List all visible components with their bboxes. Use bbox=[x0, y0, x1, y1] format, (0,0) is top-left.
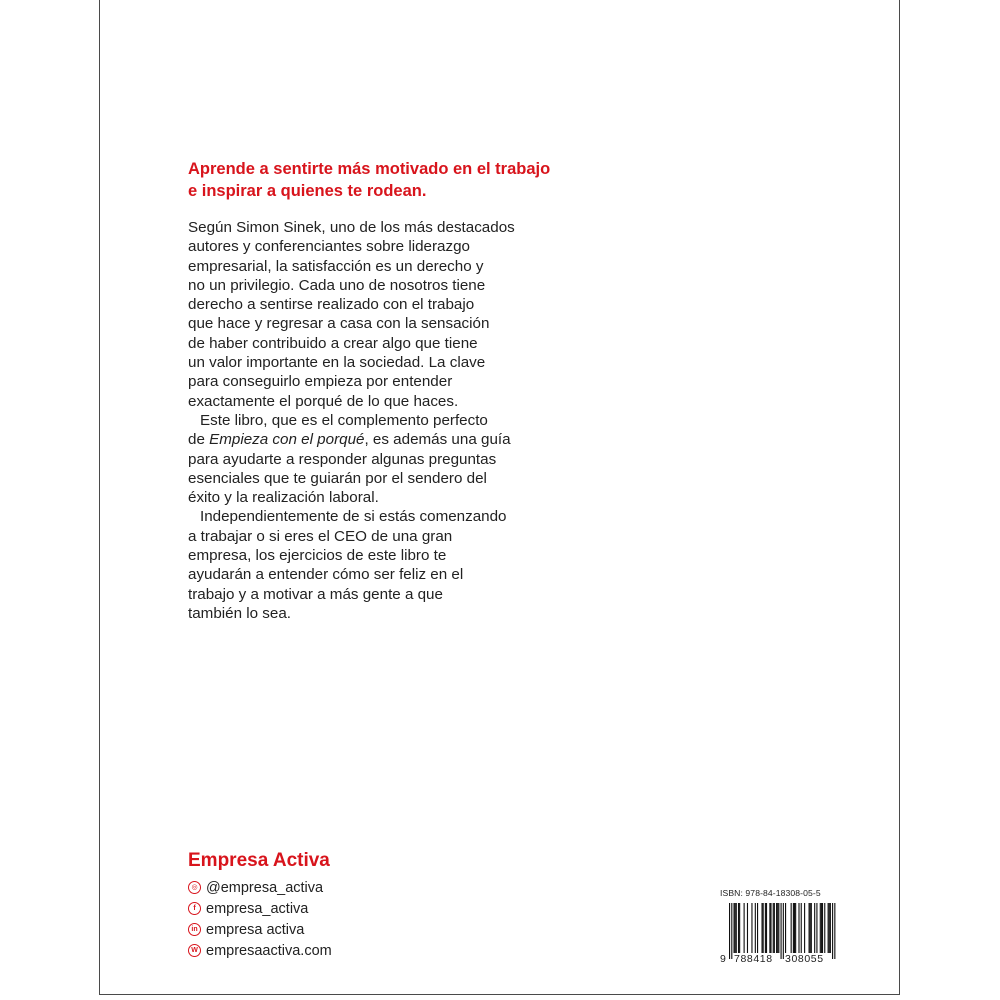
linkedin-icon: in bbox=[188, 923, 201, 936]
text-line: también lo sea. bbox=[188, 604, 291, 622]
isbn-block bbox=[720, 888, 840, 967]
barcode-digits-left: 788418 bbox=[734, 953, 773, 965]
barcode-bar bbox=[791, 903, 792, 953]
synopsis-paragraph-2 bbox=[188, 411, 558, 507]
social-link-instagram[interactable] bbox=[188, 877, 332, 898]
barcode-bar bbox=[747, 903, 748, 953]
text-line: ayudarán a entender cómo ser feliz en el bbox=[188, 566, 464, 584]
barcode-bar bbox=[828, 903, 829, 953]
barcode bbox=[720, 903, 840, 967]
text-line: de haber contribuido a crear algo que tiene bbox=[188, 334, 478, 352]
text-line bbox=[188, 430, 558, 449]
text-line: exactamente el porqué de lo que haces. bbox=[188, 392, 459, 410]
text-line: un valor importante en la sociedad. La clave bbox=[188, 354, 486, 372]
barcode-bar bbox=[778, 903, 779, 953]
barcode-digits-right: 308055 bbox=[785, 953, 824, 965]
text-line: derecho a sentirse realizado con el trabajo bbox=[188, 296, 475, 314]
text-line: empresarial, la satisfacción es un derecho y bbox=[188, 257, 484, 275]
synopsis bbox=[188, 218, 558, 623]
social-handle: @empresa_activa bbox=[206, 879, 324, 896]
headline-line: e inspirar a quienes te rodean. bbox=[188, 182, 427, 200]
isbn-label: ISBN: 978-84-18308-05-5 bbox=[720, 888, 821, 898]
barcode-bar bbox=[809, 903, 810, 953]
barcode-bar bbox=[770, 903, 771, 953]
web-icon: W bbox=[188, 944, 201, 957]
barcode-bar bbox=[801, 903, 802, 953]
barcode-bar bbox=[761, 903, 762, 953]
text-line: Este libro, que es el complemento perfecto bbox=[200, 411, 488, 429]
text-line: para ayudarte a responder algunas preguntas bbox=[188, 450, 497, 468]
text-line: trabajo y a motivar a más gente a que bbox=[188, 585, 443, 603]
barcode-bar bbox=[769, 903, 770, 953]
text-line: que hace y regresar a casa con la sensación bbox=[188, 315, 490, 333]
text-line: esenciales que te guiarán por el sendero del bbox=[188, 469, 487, 487]
text-fragment: , es además una guía bbox=[364, 431, 511, 449]
barcode-bar bbox=[751, 903, 752, 953]
barcode-bar bbox=[824, 903, 825, 953]
back-cover bbox=[99, 0, 900, 995]
barcode-bar bbox=[773, 903, 774, 953]
headline-line: Aprende a sentirte más motivado en el trabajo bbox=[188, 160, 551, 178]
text-line: éxito y la realización laboral. bbox=[188, 489, 379, 507]
social-handle: empresa_activa bbox=[206, 900, 309, 917]
social-link-facebook[interactable] bbox=[188, 898, 332, 919]
barcode-bar bbox=[765, 903, 766, 953]
text-line: a trabajar o si eres el CEO de una gran bbox=[188, 527, 453, 545]
barcode-bar bbox=[811, 903, 812, 953]
barcode-bar bbox=[755, 903, 756, 953]
barcode-bar bbox=[744, 903, 745, 953]
synopsis-paragraph-3 bbox=[188, 507, 558, 623]
barcode-bar bbox=[820, 903, 821, 953]
text-fragment: de bbox=[188, 431, 210, 449]
barcode-bars bbox=[720, 903, 840, 959]
barcode-bar bbox=[829, 903, 830, 953]
barcode-bar bbox=[830, 903, 831, 953]
book-title: Empieza con el porqué bbox=[209, 431, 365, 449]
barcode-bar bbox=[774, 903, 775, 953]
barcode-bar bbox=[731, 903, 732, 959]
barcode-bar bbox=[804, 903, 805, 953]
barcode-bar bbox=[781, 903, 782, 959]
barcode-bar bbox=[810, 903, 811, 953]
barcode-bar bbox=[777, 903, 778, 953]
text-line: para conseguirlo empieza por entender bbox=[188, 373, 453, 391]
text-line: autores y conferenciantes sobre liderazgo bbox=[188, 238, 470, 256]
barcode-digit-lead: 9 bbox=[720, 953, 726, 965]
barcode-bar bbox=[776, 903, 777, 953]
text-line: empresa, los ejercicios de este libro te bbox=[188, 547, 447, 565]
headline bbox=[188, 158, 568, 202]
text-line: Independientemente de si estás comenzando bbox=[200, 508, 507, 526]
barcode-bar bbox=[733, 903, 734, 953]
barcode-bar bbox=[739, 903, 740, 953]
barcode-bar bbox=[834, 903, 835, 959]
barcode-bar bbox=[814, 903, 815, 953]
barcode-bar bbox=[798, 903, 799, 953]
barcode-bar bbox=[816, 903, 817, 953]
barcode-bar bbox=[763, 903, 764, 953]
barcode-bar bbox=[785, 903, 786, 953]
barcode-bar bbox=[821, 903, 822, 953]
text-line: no un privilegio. Cada uno de nosotros tiene bbox=[188, 276, 486, 294]
social-link-web[interactable] bbox=[188, 940, 332, 961]
barcode-bar bbox=[795, 903, 796, 953]
barcode-bar bbox=[736, 903, 737, 953]
text-line: Según Simon Sinek, uno de los más destacados bbox=[188, 219, 515, 236]
barcode-bar bbox=[793, 903, 794, 953]
barcode-bar bbox=[735, 903, 736, 953]
barcode-bar bbox=[794, 903, 795, 953]
barcode-bar bbox=[729, 903, 730, 959]
instagram-icon: ◎ bbox=[188, 881, 201, 894]
facebook-icon: f bbox=[188, 902, 201, 915]
barcode-bar bbox=[783, 903, 784, 959]
social-links bbox=[188, 877, 332, 961]
barcode-bar bbox=[738, 903, 739, 953]
barcode-bar bbox=[757, 903, 758, 953]
social-handle: empresaactiva.com bbox=[206, 942, 332, 959]
social-handle: empresa activa bbox=[206, 921, 305, 938]
barcode-bar bbox=[766, 903, 767, 953]
barcode-bar bbox=[822, 903, 823, 953]
social-link-linkedin[interactable] bbox=[188, 919, 332, 940]
publisher-name: Empresa Activa bbox=[188, 850, 330, 871]
barcode-bar bbox=[832, 903, 833, 959]
synopsis-paragraph-1 bbox=[188, 218, 558, 411]
